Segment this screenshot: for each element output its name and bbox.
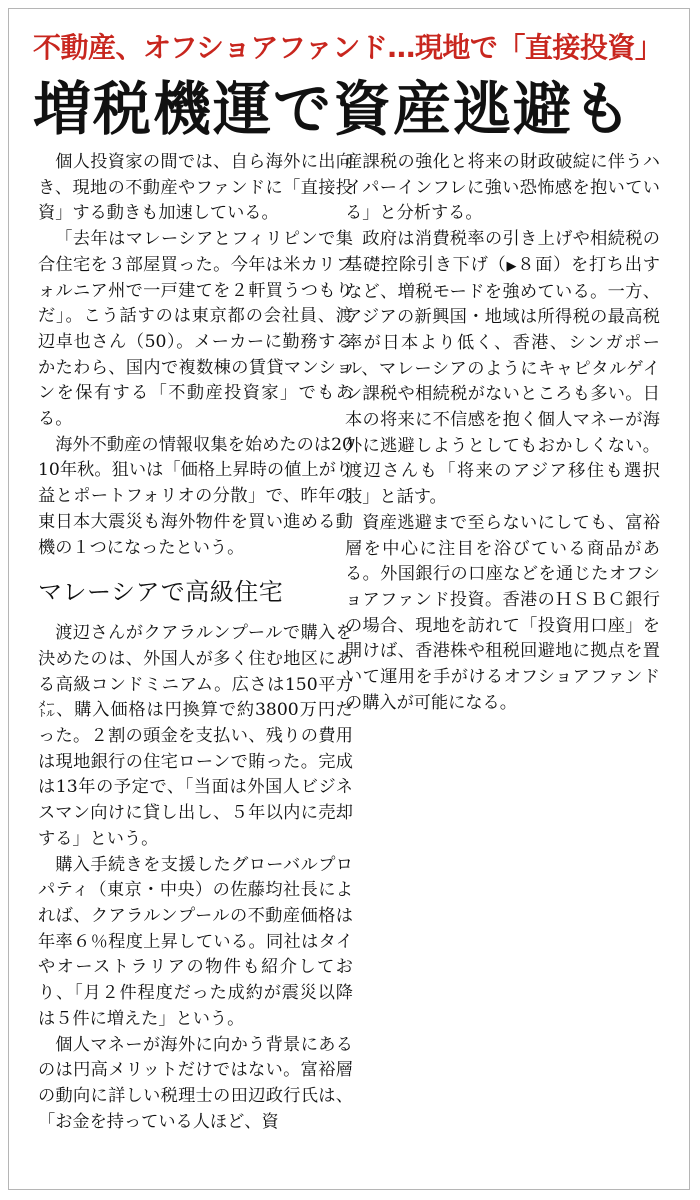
body-text: 政府は消費税率の引き上げや相続税の基礎控除引き下げ（ — [345, 229, 660, 275]
body-paragraph — [345, 227, 660, 511]
body-paragraph: 海外不動産の情報収集を始めたのは2010年秋。狙いは「価格上昇時の値上がり益とポートフォリオの分散」で、昨年の東日本大震災も海外物件を買い進める動機の１つになったという。 — [38, 434, 353, 558]
body-paragraph: 個人投資家の間では、自ら海外に出向き、現地の不動産やファンドに「直接投資」する動きも加速している。 — [38, 152, 353, 224]
section-subhead: マレーシアで高級住宅 — [38, 578, 284, 607]
article-column-right — [345, 150, 660, 1190]
body-paragraph: 購入手続きを支援したグローバルプロパティ（東京・中央）の佐藤均社長によれば、クアラルンプールの不動産価格は年率６％程度上昇している。同社はタイやオーストラリアの物件も紹介しており、「月２件程度だった成約が震災以降は５件に増えた」という。 — [38, 854, 353, 1029]
body-paragraph: 産課税の強化と将来の財政破綻に伴うハイパーインフレに強い恐怖感を抱いている」と分析する。 — [345, 152, 660, 224]
body-paragraph: 「去年はマレーシアとフィリピンで集合住宅を３部屋買った。今年は米カリフォルニア州で一戸建てを２軒買うつもりだ」。こう話すのは東京都の会社員、渡辺卓也さん（50）。メーカーに勤務するかたわら、国内で複数棟の賃貸マンションを保有する「不動産投資家」でもある。 — [38, 229, 353, 430]
body-paragraph: 渡辺さんがクアラルンプールで購入を決めたのは、外国人が多く住む地区にある高級コンドミニアム。広さは150平方㍍、購入価格は円換算で約3800万円だった。２割の頭金を支払い、残りの費用は現地銀行の住宅ローンで賄った。完成は13年の予定で、「当面は外国人ビジネスマン向けに貸し出し、５年以内に売却する」という。 — [38, 623, 353, 849]
body-paragraph: 資産逃避まで至らないにしても、富裕層を中心に注目を浴びている商品がある。外国銀行の口座などを通じたオフショアファンド投資。香港のＨＳＢＣ銀行の場合、現地を訪れて「投資用口座」を開けば、香港株や租税回避地に拠点を置いて運用を手がけるオフショアファンドの購入が可能になる。 — [345, 512, 660, 713]
page-reference-icon: ▶ — [506, 258, 518, 274]
article-headline: 増税機運で資産逃避も — [33, 75, 634, 143]
article-kicker: 不動産、オフショアファンド…現地で「直接投資」 — [33, 31, 663, 64]
body-text: ８面）を打ち出すなど、増税モードを強めている。一方、アジアの新興国・地域は所得税の最高税率が日本より低く、香港、シンガポール、マレーシアのようにキャピタルゲイン課税や相続税がないところも多い。日本の将来に不信感を抱く個人マネーが海外に逃避しようとしてもおかしくない。渡辺さんも「将来のアジア移住も選択肢」と話す。 — [345, 254, 660, 508]
body-paragraph: 個人マネーが海外に向かう背景にあるのは円高メリットだけではない。富裕層の動向に詳しい税理士の田辺政行氏は、「お金を持っている人ほど、資 — [38, 1034, 353, 1132]
article-column-left — [38, 150, 353, 1190]
